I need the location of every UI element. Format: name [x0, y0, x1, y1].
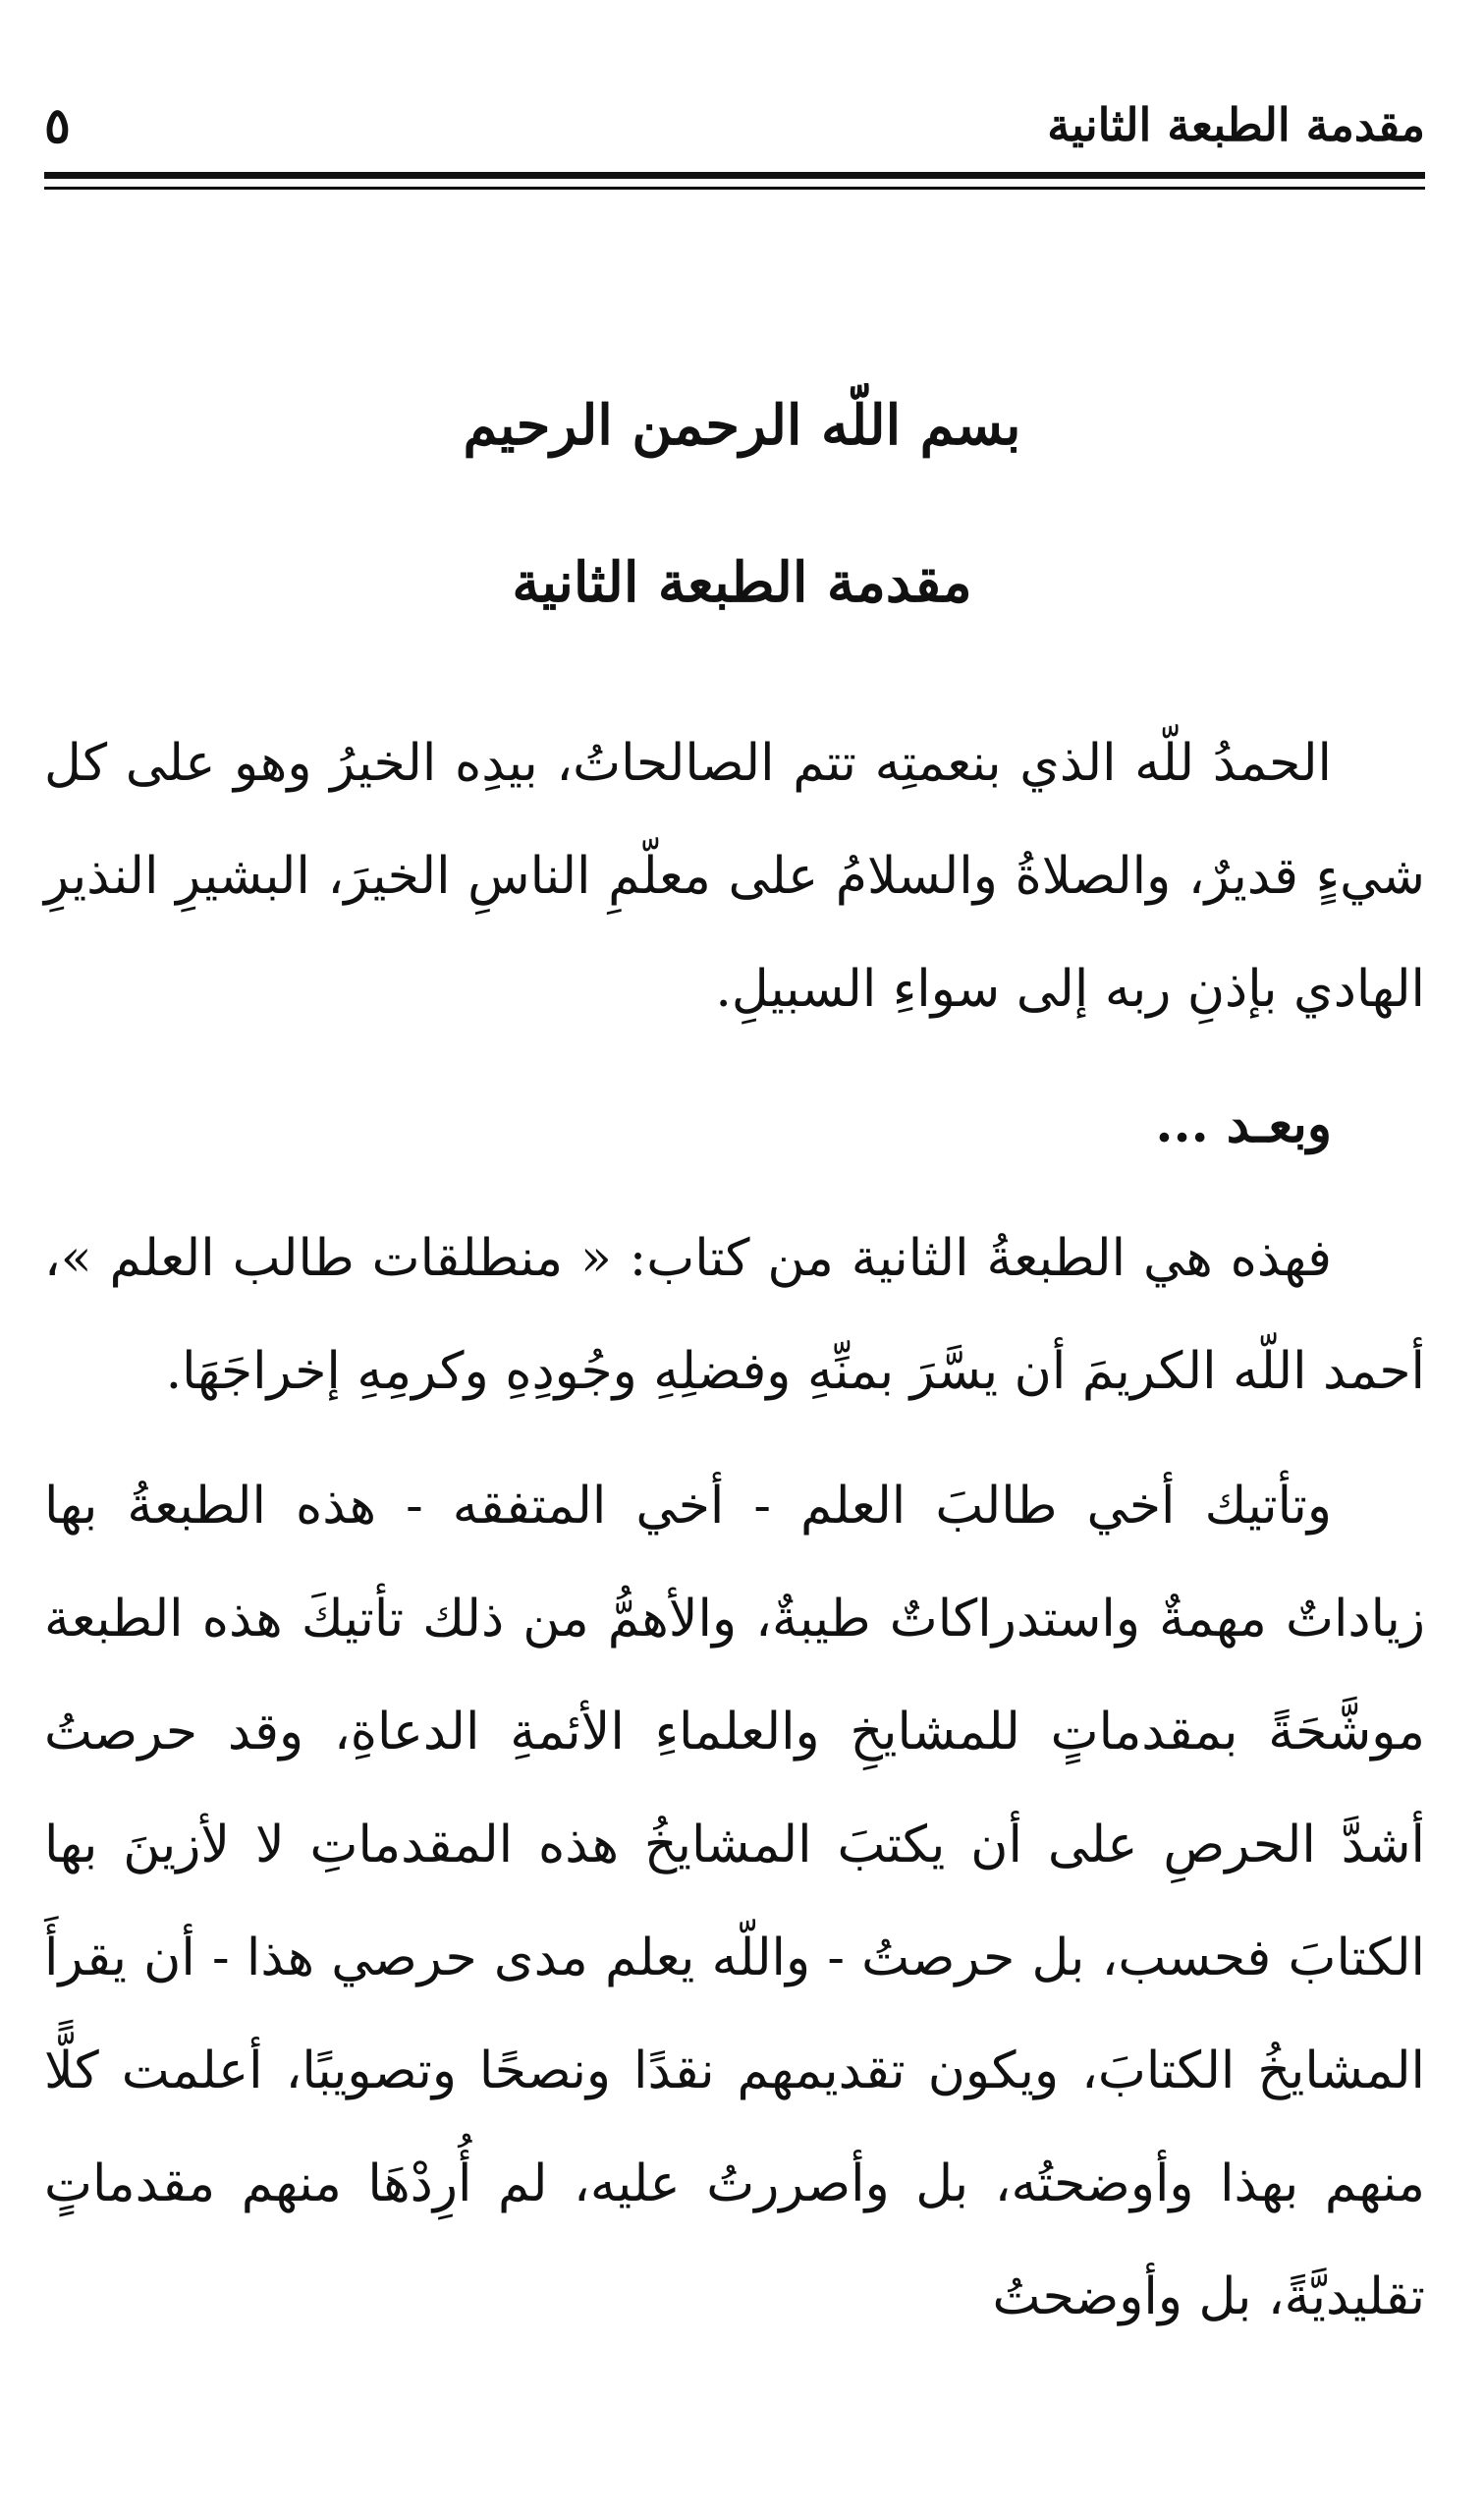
header-rule-thick — [44, 172, 1425, 179]
paragraph-transition: وبعـد ... — [1155, 1094, 1332, 1154]
paragraph-introductions: وتأتيك أخي طالبَ العلم - أخي المتفقه - هذه الطبعةُ بها زياداتٌ مهمةٌ واستدراكاتٌ طيبةٌ، والأهمُّ من ذلك تأتيكَ هذه الطبعة موشَّحَةً بمقدماتٍ للمشايخِ والعلماءِ الأئمةِ الدعاةِ، وقد حرصتُ أشدَّ الحرصِ على أن يكتبَ المشايخُ هذه المقدماتِ لا لأزينَ بها الكتابَ فحسب، بل حرصتُ - واللّه يعلم مدى حرصي هذا - أن يقرأَ المشايخُ الكتابَ، ويكون تقديمهم نقدًا ونصحًا وتصويبًا، أعلمت كلًّا منهم بهذا وأوضحتُه، بل وأصررتُ عليه، لم أُرِدْهَا منهم مقدماتٍ تقليديَّةً، بل وأوضحتُ — [44, 1477, 1425, 2326]
basmala: بسم اللّه الرحمن الرحيم — [463, 393, 1021, 458]
paragraph-edition: فهذه هي الطبعةُ الثانية من كتاب: « منطلقات طالب العلم »، أحمد اللّه الكريمَ أن يسَّرَ بمنِّهِ وفضلِهِ وجُودِهِ وكرمِهِ إخراجَهَا. — [44, 1229, 1425, 1401]
running-title: مقدمة الطبعة الثانية — [1047, 98, 1425, 151]
header-rule-thin — [44, 187, 1425, 190]
paragraph-praise: الحمدُ للّه الذي بنعمتِه تتم الصالحاتُ، بيدِه الخيرُ وهو على كل شيءٍ قديرٌ، والصلاةُ والسلامُ على معلّمِ الناسِ الخيرَ، البشيرِ النذيرِ الهادي بإذنِ ربه إلى سواءِ السبيلِ. — [44, 734, 1425, 1019]
body-text — [44, 707, 1425, 2376]
page-number: ٥ — [44, 95, 71, 154]
running-head — [44, 90, 1425, 159]
section-heading: مقدمة الطبعة الثانية — [512, 550, 972, 615]
